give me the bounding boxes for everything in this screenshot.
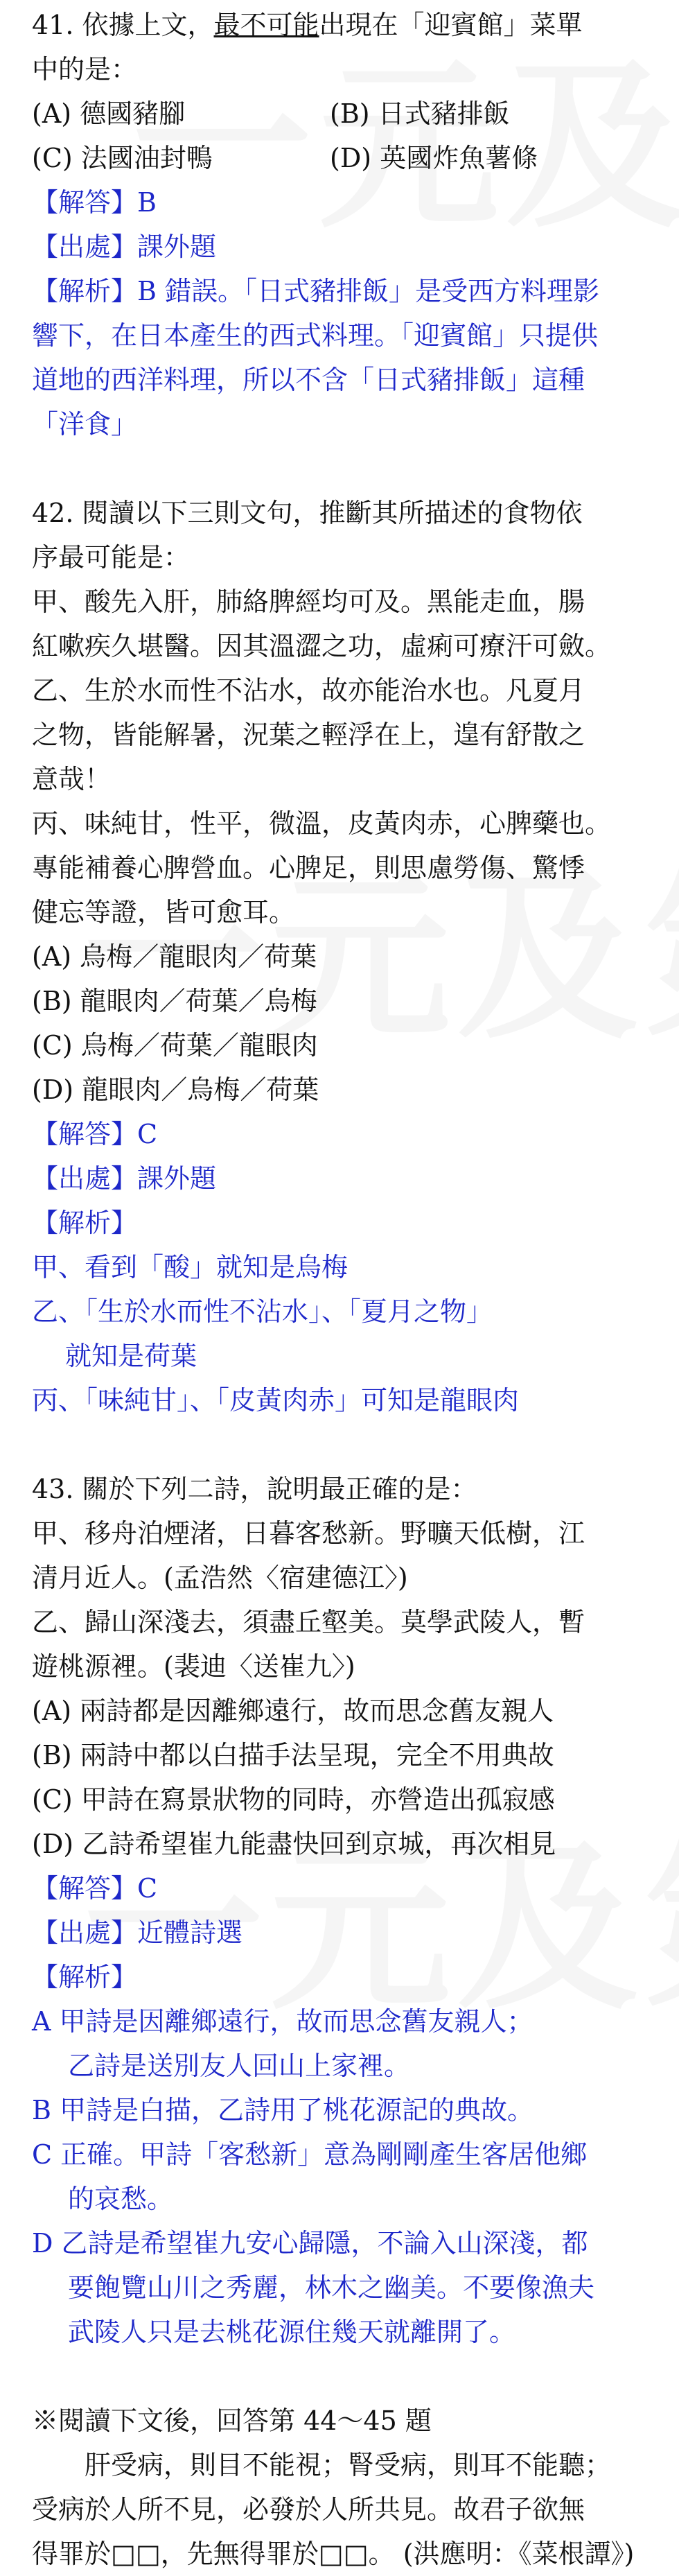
analysis-line: 武陵人只是去桃花源住幾天就離開了。: [68, 2317, 516, 2347]
option-row: [32, 136, 651, 180]
analysis-line: C 正確。甲詩「客愁新」意為剛剛產生客居他鄉: [32, 2139, 588, 2170]
option-c: (C) 烏梅／荷葉／龍眼肉: [32, 1030, 318, 1061]
option-c: (C) 法國油封鴨: [32, 143, 213, 173]
analysis-line: 丙、「味純甘」、「皮黃肉赤」可知是龍眼肉: [32, 1385, 520, 1416]
source-label: 【出處】近體詩選: [32, 1917, 243, 1948]
option-d: (D) 龍眼肉／烏梅／荷葉: [32, 1074, 319, 1105]
analysis-label: 【解析】: [32, 1962, 138, 1992]
passage-line: 意哉！: [32, 764, 112, 794]
question-41: [32, 3, 651, 446]
passage-line: 得罪於□□，先無得罪於□□。 (洪應明：《菜根譚》): [32, 2539, 635, 2569]
option-d: (D) 乙詩希望崔九能盡快回到京城，再次相見: [32, 1829, 556, 1859]
analysis-line: 響下，在日本產生的西式料理。「迎賓館」只提供: [32, 320, 599, 351]
analysis-line: A 甲詩是因離鄉遠行，故而思念舊友親人；: [32, 2006, 534, 2037]
option-b: (B) 日式豬排飯: [330, 98, 510, 129]
answer-label: 【解答】C: [32, 1119, 158, 1149]
analysis-line: 「洋食」: [32, 409, 138, 440]
analysis-line: D 乙詩是希望崔九安心歸隱，不論入山深淺，都: [32, 2228, 588, 2259]
question-stem: 43. 關於下列二詩，說明最正確的是：: [32, 1474, 477, 1504]
poem-line: 遊桃源裡。(裴迪〈送崔九〉): [32, 1651, 355, 1682]
poem-line: 甲、移舟泊煙渚，日暮客愁新。野曠天低樹，江: [32, 1518, 585, 1549]
spacer: [32, 2354, 651, 2399]
analysis-line: B 甲詩是白描，乙詩用了桃花源記的典故。: [32, 2095, 534, 2125]
analysis-line: 【解析】B 錯誤。「日式豬排飯」是受西方料理影: [32, 276, 600, 306]
passage-line: 肝受病，則目不能視；腎受病，則耳不能聽；: [85, 2450, 612, 2480]
passage-line: 乙、生於水而性不沾水，故亦能治水也。凡夏月: [32, 675, 585, 706]
question-stem: [32, 3, 651, 47]
analysis-line: 甲、看到「酸」就知是烏梅: [32, 1252, 349, 1282]
emphasis-text: 最不可能: [213, 10, 319, 40]
option-a: (A) 烏梅／龍眼肉／荷葉: [32, 941, 317, 972]
option-c: (C) 甲詩在寫景狀物的同時，亦營造出孤寂感: [32, 1784, 555, 1815]
question-42: [32, 491, 651, 1422]
analysis-line: 就知是荷葉: [65, 1341, 197, 1371]
source-label: 【出處】課外題: [32, 1163, 217, 1194]
passage-line: 專能補養心脾營血。心脾足，則思慮勞傷、驚悸: [32, 853, 585, 883]
question-43: [32, 1467, 651, 2354]
passage-line: 甲、酸先入肝，肺絡脾經均可及。黑能走血，腸: [32, 586, 585, 617]
analysis-line: 乙、「生於水而性不沾水」、「夏月之物」: [32, 1296, 493, 1327]
option-a: (A) 兩詩都是因離鄉遠行，故而思念舊友親人: [32, 1696, 554, 1726]
stem-text: 出現在「迎賓館」菜單: [319, 10, 583, 40]
answer-label: 【解答】C: [32, 1873, 158, 1904]
group-intro: ※閱讀下文後，回答第 44～45 題: [32, 2405, 432, 2436]
analysis-line: 的哀愁。: [68, 2184, 174, 2214]
passage-line: 健忘等證，皆可愈耳。: [32, 897, 296, 928]
answer-label: 【解答】B: [32, 187, 157, 218]
poem-line: 清月近人。(孟浩然〈宿建德江〉): [32, 1563, 408, 1593]
question-stem: 序最可能是：: [32, 542, 191, 573]
spacer: [32, 1422, 651, 1467]
source-label: 【出處】課外題: [32, 232, 217, 262]
question-stem: 42. 閱讀以下三則文句，推斷其所描述的食物依: [32, 498, 583, 528]
question-44-45-passage: [32, 2399, 651, 2576]
question-stem: 中的是：: [32, 54, 138, 85]
option-row: [32, 92, 651, 136]
analysis-line: 要飽覽山川之秀麗，林木之幽美。不要像漁夫: [68, 2272, 595, 2303]
passage-line: 之物，皆能解暑，況葉之輕浮在上，遑有舒散之: [32, 720, 585, 750]
option-b: (B) 兩詩中都以白描手法呈現，完全不用典故: [32, 1740, 554, 1770]
poem-line: 乙、歸山深淺去，須盡丘壑美。莫學武陵人，暫: [32, 1607, 585, 1637]
passage-line: 紅嗽疾久堪醫。因其溫澀之功，虛痢可療汗可斂。: [32, 631, 612, 661]
passage-line: 受病於人所不見，必發於人所共見。故君子欲無: [32, 2494, 585, 2525]
analysis-line: 乙詩是送別友人回山上家裡。: [68, 2051, 411, 2081]
analysis-line: 道地的西洋料理，所以不含「日式豬排飯」這種: [32, 365, 585, 395]
stem-text: 41. 依據上文，: [32, 10, 214, 40]
option-a: (A) 德國豬腳: [32, 98, 186, 129]
analysis-label: 【解析】: [32, 1208, 138, 1238]
option-d: (D) 英國炸魚薯條: [330, 143, 538, 173]
passage-line: 丙、味純甘，性平，微溫，皮黃肉赤，心脾藥也。: [32, 808, 612, 839]
spacer: [32, 446, 651, 491]
option-b: (B) 龍眼肉／荷葉／烏梅: [32, 986, 317, 1016]
